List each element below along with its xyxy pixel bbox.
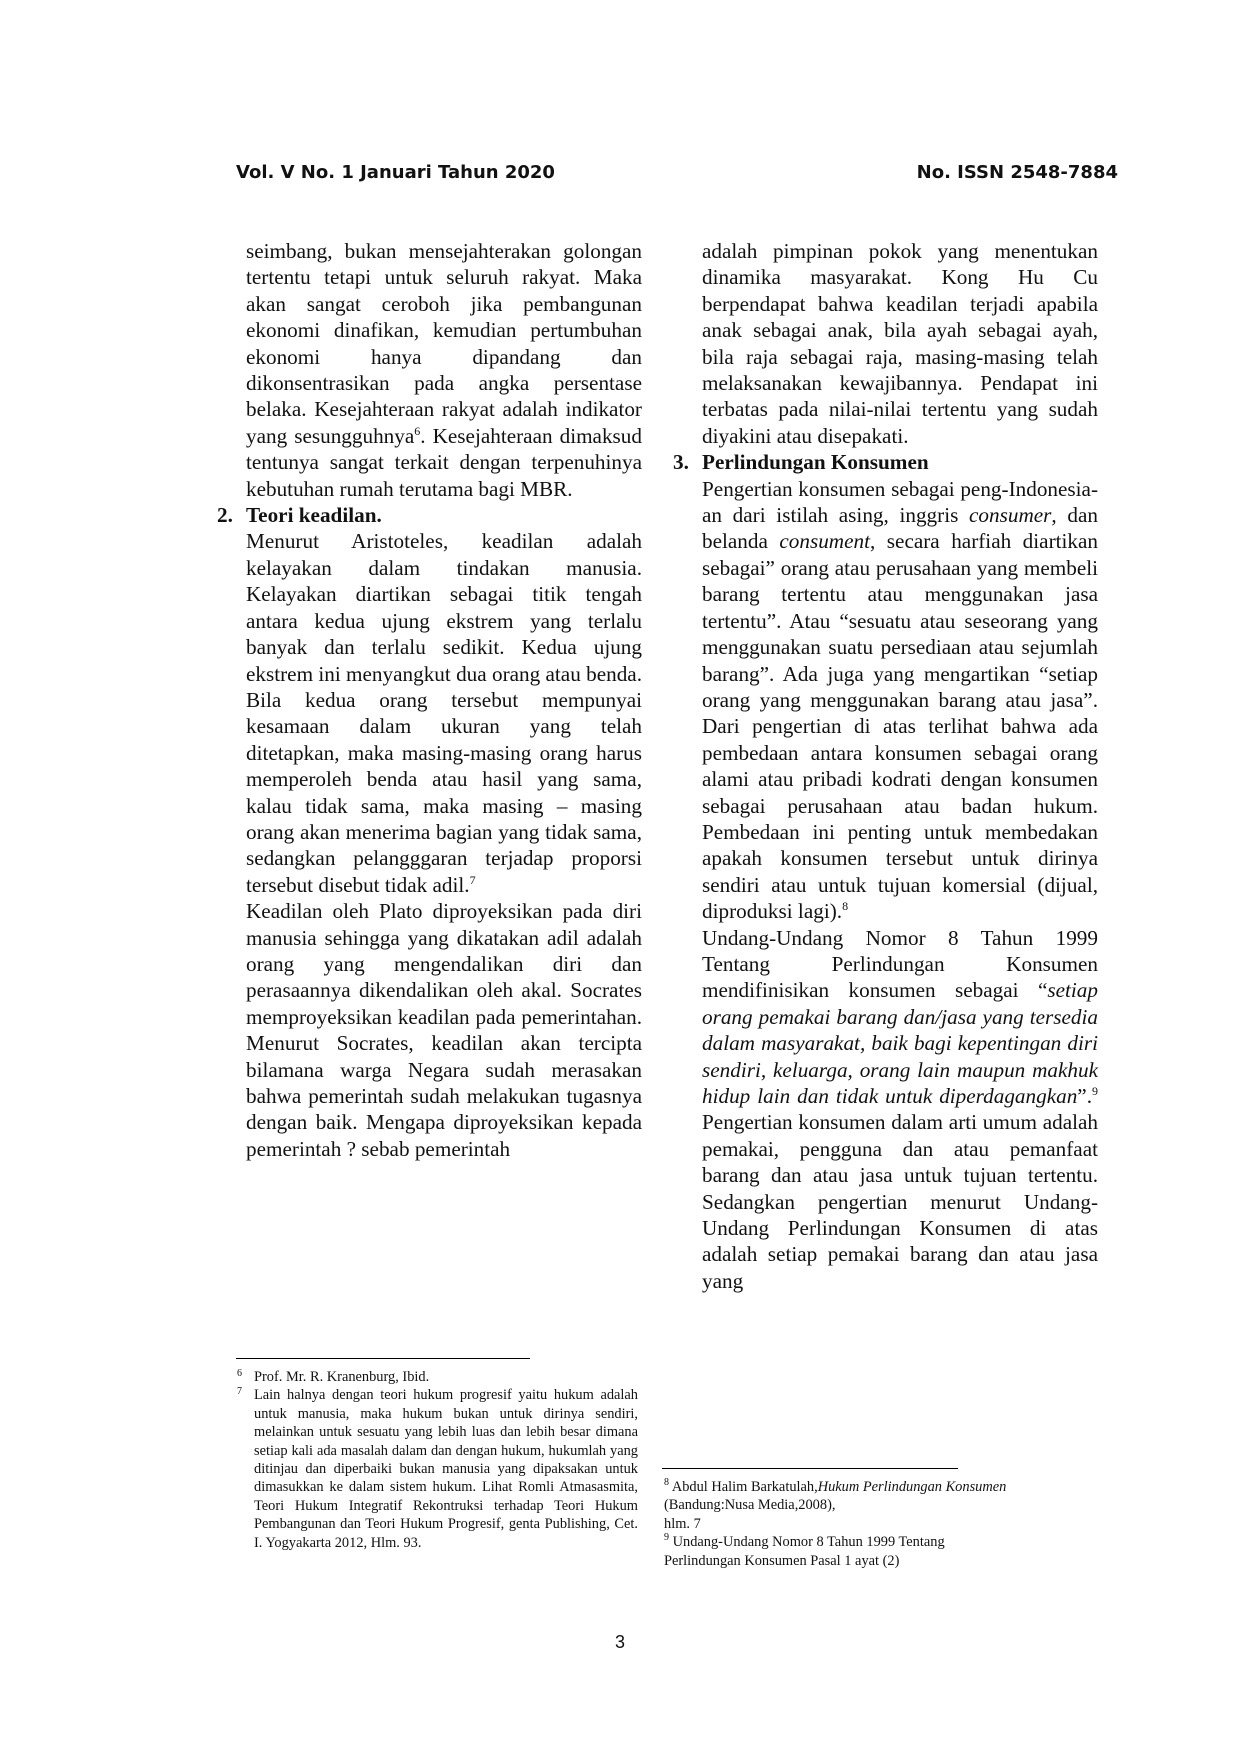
body-paragraph: Menurut Aristoteles, keadilan adalah kelayakan dalam tindakan manusia. Kelayakan diartikan sebagai titik tengah antara kedua ujung ekstrem yang terlalu banyak dan terlalu sedikit. Kedua ujung ekstrem ini menyangkut dua orang atau benda. Bila kedua orang tersebut mempunyai kesamaan dalam ukuran yang telah ditetapkan, maka masing-masing orang harus memperoleh benda atau hasil yang sama, kalau tidak sama, maka masing – masing orang akan menerima bagian yang tidak sama, sedangkan pelangggaran terjadap proporsi tersebut disebut tidak adil.$^7$	[246, 529, 642, 897]
footnote-separator	[662, 1468, 958, 1469]
footnote-ref[interactable]: 9	[1092, 1083, 1098, 1098]
footnote-line: hlm. 7	[664, 1515, 701, 1532]
footnote: 6 Prof. Mr. R. Kranenburg, Ibid.	[237, 1368, 430, 1385]
footnote-ref[interactable]: 6	[414, 423, 421, 438]
right-column	[673, 238, 1098, 1294]
page-number: 3	[614, 1632, 625, 1652]
footnote-line: (Bandung:Nusa Media,2008),	[664, 1497, 836, 1514]
footnotes-right	[664, 1478, 1074, 1570]
body-paragraph: Undang-Undang Nomor 8 Tahun 1999 Tentang Perlindungan Konsumen mendifinisikan konsumen sebagai “setiap orang pemakai barang dan/jasa yang tersedia dalam masyarakat, baik bagi kepentingan diri sendiri, keluarga, orang lain maupun makhuk hidup lain dan tidak untuk diperdagangkan”.$^9$ Pengertian konsumen dalam arti umum adalah pemakai, pengguna dan atau pemanfaat barang dan atau jasa untuk tujuan tertentu. Sedangkan pengertian menurut Undang-Undang Perlindungan Konsumen di atas adalah setiap pemakai barang dan atau jasa yang	[702, 925, 1098, 1293]
footnotes-left	[237, 1368, 638, 1552]
body-paragraph: seimbang, bukan mensejahterakan golongan tertentu tetapi untuk seluruh rakyat. Maka akan sangat ceroboh jika pembangunan ekonomi dinafikan, kemudian pertumbuhan ekonomi hanya dipandang dan dikonsentrasikan pada angka persentase belaka. Kesejahteraan rakyat adalah indikator yang sesungguhnya$^6$. Kesejahteraan dimaksud tentunya sangat terkait dengan terpenuhinya kebutuhan rumah terutama bagi MBR.	[246, 239, 642, 501]
body-paragraph: Pengertian konsumen sebagai peng-Indonesia-an dari istilah asing, inggris consumer, dan belanda consument, secara harfiah diartikan sebagai” orang atau perusahaan yang membeli barang tertentu atau menggunakan jasa tertentu”. Atau “sesuatu atau seseorang yang menggunakan suatu persediaan atau sejumlah barang”. Ada juga yang mengartikan “setiap orang yang menggunakan barang atau jasa”. Dari pengertian di atas terlihat bahwa ada pembedaan antara konsumen sebagai orang alami atau pribadi kodrati dengan konsumen sebagai perusahaan atau badan hukum. Pembedaan ini penting untuk membedakan apakah konsumen tersebut untuk dirinya sendiri atau untuk tujuan komersial (dijual, diproduksi lagi).$^8$	[702, 476, 1098, 924]
footnote-separator	[236, 1358, 530, 1359]
footnote: $^8$ Abdul Halim Barkatulah,Hukum Perlindungan Konsumen	[664, 1477, 1007, 1495]
footnote-ref[interactable]: 7	[469, 872, 476, 887]
issn-header: No. ISSN 2548-7884	[916, 162, 1118, 183]
footnote-line: Perlindungan Konsumen Pasal 1 ayat (2)	[664, 1552, 900, 1569]
footnote: 7 Lain halnya dengan teori hukum progresif yaitu hukum adalah untuk manusia, maka hukum bukan untuk dirinya sendiri, melainkan untuk sesuatu yang lebih luas dan lebih besar dimana setiap kali ada masalah dalam dan dengan hukum, hukumlah yang ditinjau dan diperbaiki bukan manusia yang dipaksakan untuk dimasukkan ke dalam sistem hukum. Lihat Romli Atmasasmita, Teori Hukum Integratif Rekontruksi terhadap Teori Hukum Pembangunan dan Teori Hukum Progresif, genta Publishing, Cet. I. Yogyakarta 2012, Hlm. 93.	[237, 1386, 638, 1551]
section-heading: 2. Teori keadilan.	[217, 503, 382, 528]
footnote-ref[interactable]: 8	[842, 899, 849, 914]
section-heading: 3. Perlindungan Konsumen	[673, 450, 929, 475]
body-paragraph: Keadilan oleh Plato diproyeksikan pada diri manusia sehingga yang dikatakan adil adalah orang yang mengendalikan diri dan perasaannya dikendalikan oleh akal. Socrates memproyeksikan keadilan pada pemerintahan. Menurut Socrates, keadilan akan tercipta bilamana warga Negara sudah merasakan bahwa pemerintah sudah melakukan tugasnya dengan baik. Mengapa diproyeksikan kepada pemerintah ? sebab pemerintah	[246, 899, 642, 1161]
footnote: $^9$ Undang-Undang Nomor 8 Tahun 1999 Tentang	[664, 1532, 945, 1551]
law-quote: setiap orang pemakai barang dan/jasa yang tersedia dalam masyarakat, baik bagi kepentingan diri sendiri, keluarga, orang lain maupun makhuk hidup lain dan tidak untuk diperdagangkan	[702, 978, 1098, 1108]
left-column	[217, 238, 642, 1162]
body-paragraph: adalah pimpinan pokok yang menentukan dinamika masyarakat. Kong Hu Cu berpendapat bahwa keadilan terjadi apabila anak sebagai anak, bila ayah sebagai ayah, bila raja sebagai raja, masing-masing telah melaksanakan kewajibannya. Pendapat ini terbatas pada nilai-nilai tertentu yang sudah diyakini atau disepakati.	[702, 239, 1098, 448]
journal-volume-header: Vol. V No. 1 Januari Tahun 2020	[236, 162, 555, 183]
